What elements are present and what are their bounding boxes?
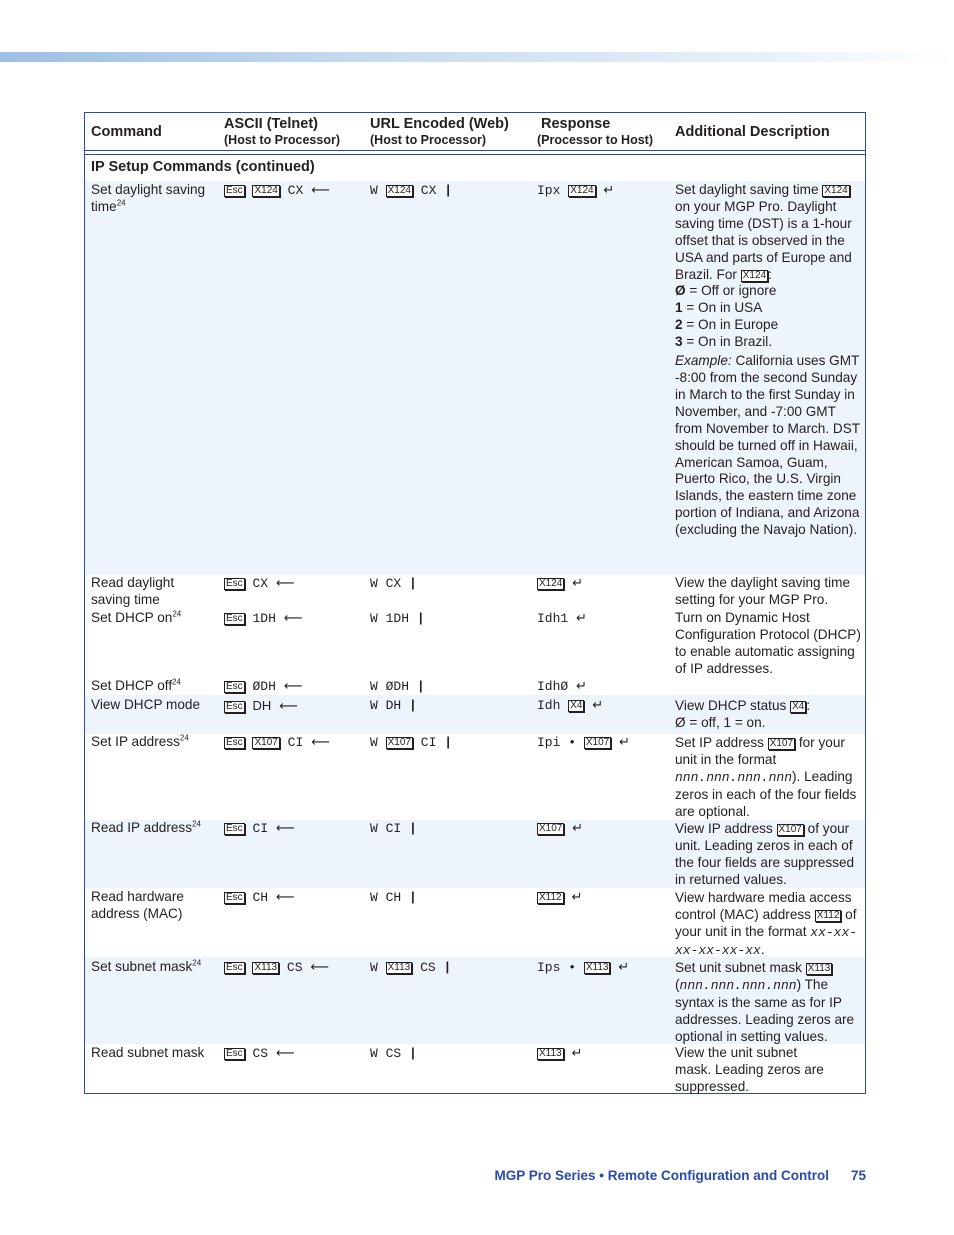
row-dhcp-on-description: Turn on Dynamic Host Configuration Protocol (DHCP) to enable automatic assigning of IP addresses. (675, 610, 861, 676)
footer-title: MGP Pro Series • Remote Configuration and Control (494, 1168, 829, 1183)
row-mask-read-command: Read subnet mask (91, 1045, 205, 1060)
row-mask-read-description: View the unit subnet mask. Leading zeros are suppressed. (675, 1045, 824, 1094)
row-dst-set-url: W X124 CX | (370, 183, 453, 198)
header-description: Additional Description (675, 124, 830, 140)
section-heading (85, 154, 865, 181)
return-icon: ↵ (603, 183, 615, 198)
row-mask-set-command: Set subnet mask$^{24}$ (91, 958, 202, 974)
row-dst-set-command: Set daylight saving time$^{24}$ (91, 182, 206, 214)
esc-key: Esc (226, 185, 243, 196)
page-number: 75 (850, 1168, 866, 1183)
row-ip-read-description: View IP address X107 of your unit. Leading zeros in each of the four fields are suppressed in returned values. (675, 821, 855, 887)
row-dhcp-view-description: View DHCP status X4 : Ø = off, 1 = on. (675, 698, 811, 730)
row-dhcp-on-url: W 1DH | (370, 611, 425, 626)
page-footer (0, 1168, 866, 1183)
top-accent-bar (0, 52, 954, 62)
row-ip-read-url: W CI | (370, 821, 417, 836)
row-ip-set-response: Ipi • X107 ↵ (537, 735, 630, 750)
row-ip-set-url: W X107 CI | (370, 735, 453, 750)
section-title: IP Setup Commands (continued) (91, 159, 315, 175)
row-dst-set-description: Set daylight saving time X124 on your MGP Pro. Daylight saving time (DST) is a 1-hour offset that is observed in the USA and parts of Europe and Brazil. For X124 : Ø = Off or ignore 1 = On in USA 2 = On in Europe 3 = On in Brazil. Example: California uses GMT -8:00 from the second Sunday in March to the first Sunday in November, and -7:00 GMT from November to March. DST should be turned off in Hawaii, American Samoa, Guam, Puerto Rico, the U.S. Virgin Islands, the eastern time zone portion of Indiana, and Arizona (excluding the Navajo Nation). (675, 182, 860, 538)
x124-key: X124 (254, 185, 278, 196)
command-table (84, 112, 866, 1094)
row-dhcp-on-ascii: Esc 1DH ⟵ (226, 611, 303, 626)
header-command: Command (91, 124, 162, 140)
row-dst-read-ascii: Esc CX ⟵ (226, 576, 295, 591)
row-ip-set-command: Set IP address$^{24}$ (91, 733, 189, 749)
row-ip-set-description: Set IP address X107 for your unit in the format nnn.nnn.nnn.nnn). Leading zeros in each of the four fields are optional. (675, 735, 857, 819)
row-dhcp-on-command: Set DHCP $on^{24}$ (91, 609, 182, 625)
row-ip-read-response: X107 ↵ (539, 821, 584, 836)
header-url-sub: (Host to Processor) (370, 133, 486, 147)
header-ascii-sub: (Host to Processor) (224, 133, 340, 147)
row-dhcp-view-command: View DHCP mode (91, 697, 201, 712)
row-dhcp-off-command: Set DHCP off$^{24}$ (91, 677, 182, 693)
row-ip-read-ascii: Esc CI ⟵ (226, 821, 295, 836)
table-header (85, 113, 865, 151)
header-url: URL Encoded (Web) (370, 116, 509, 132)
row-mac-read-ascii: Esc CH ⟵ (226, 890, 295, 905)
row-dhcp-view-ascii: Esc DH ⟵ (226, 698, 298, 714)
row-dst-read-command: Read daylight saving time (91, 575, 175, 607)
left-arrow-icon: ⟵ (311, 183, 330, 198)
row-mask-read-url: W CS | (370, 1046, 417, 1061)
row-mac-read-command: Read hardware address (MAC) (91, 889, 184, 921)
row-mask-set-url: W X113 CS | (370, 960, 452, 975)
row-ip-set-ascii: Esc X107 CI ⟵ (226, 735, 330, 750)
row-dst-read-response: X124 ↵ (539, 576, 584, 591)
row-dhcp-view-response: Idh X4 ↵ (537, 698, 604, 713)
row-dhcp-off-url: W ØDH | (370, 679, 425, 694)
row-dst-read-description: View the daylight saving time setting for your MGP Pro. (675, 575, 851, 607)
row-mac-read-url: W CH | (370, 890, 417, 905)
row-mac-read-response: X112 ↵ (539, 890, 583, 905)
row-mac-read-description: View hardware media access control (MAC) address X112 of your unit in the format xx-xx-xx-xx-xx-xx. (675, 890, 858, 958)
header-ascii: ASCII (Telnet) (224, 116, 318, 132)
row-dhcp-off-response: IdhØ ↵ (537, 679, 587, 694)
row-dst-read-url: W CX | (370, 576, 417, 591)
row-dhcp-view-url: W DH | (370, 698, 417, 713)
row-mask-set-description: Set unit subnet mask X113 (nnn.nnn.nnn.nnn) The syntax is the same as for IP addresses. Leading zeros are optional in setting values. (675, 960, 855, 1044)
row-mask-set-ascii: Esc X113 CS ⟵ (226, 960, 329, 975)
row-mask-set-response: Ips • X113 ↵ (537, 960, 630, 975)
row-mask-read-response: X113 ↵ (539, 1046, 583, 1061)
row-ip-read-command: Read IP address$^{24}$ (91, 819, 201, 835)
row-dst-set-response: Ipx X124 ↵ (537, 183, 615, 198)
header-response-sub: (Processor to Host) (537, 133, 653, 147)
pipe-icon: | (444, 183, 453, 198)
header-response: Response (541, 116, 611, 132)
row-mask-read-ascii: Esc CS ⟵ (226, 1046, 295, 1061)
row-dst-set-ascii: Esc X124 CX ⟵ (226, 183, 330, 198)
row-dhcp-on-response: Idh1 ↵ (537, 611, 587, 626)
row-dhcp-off-ascii: Esc ØDH ⟵ (226, 679, 303, 694)
